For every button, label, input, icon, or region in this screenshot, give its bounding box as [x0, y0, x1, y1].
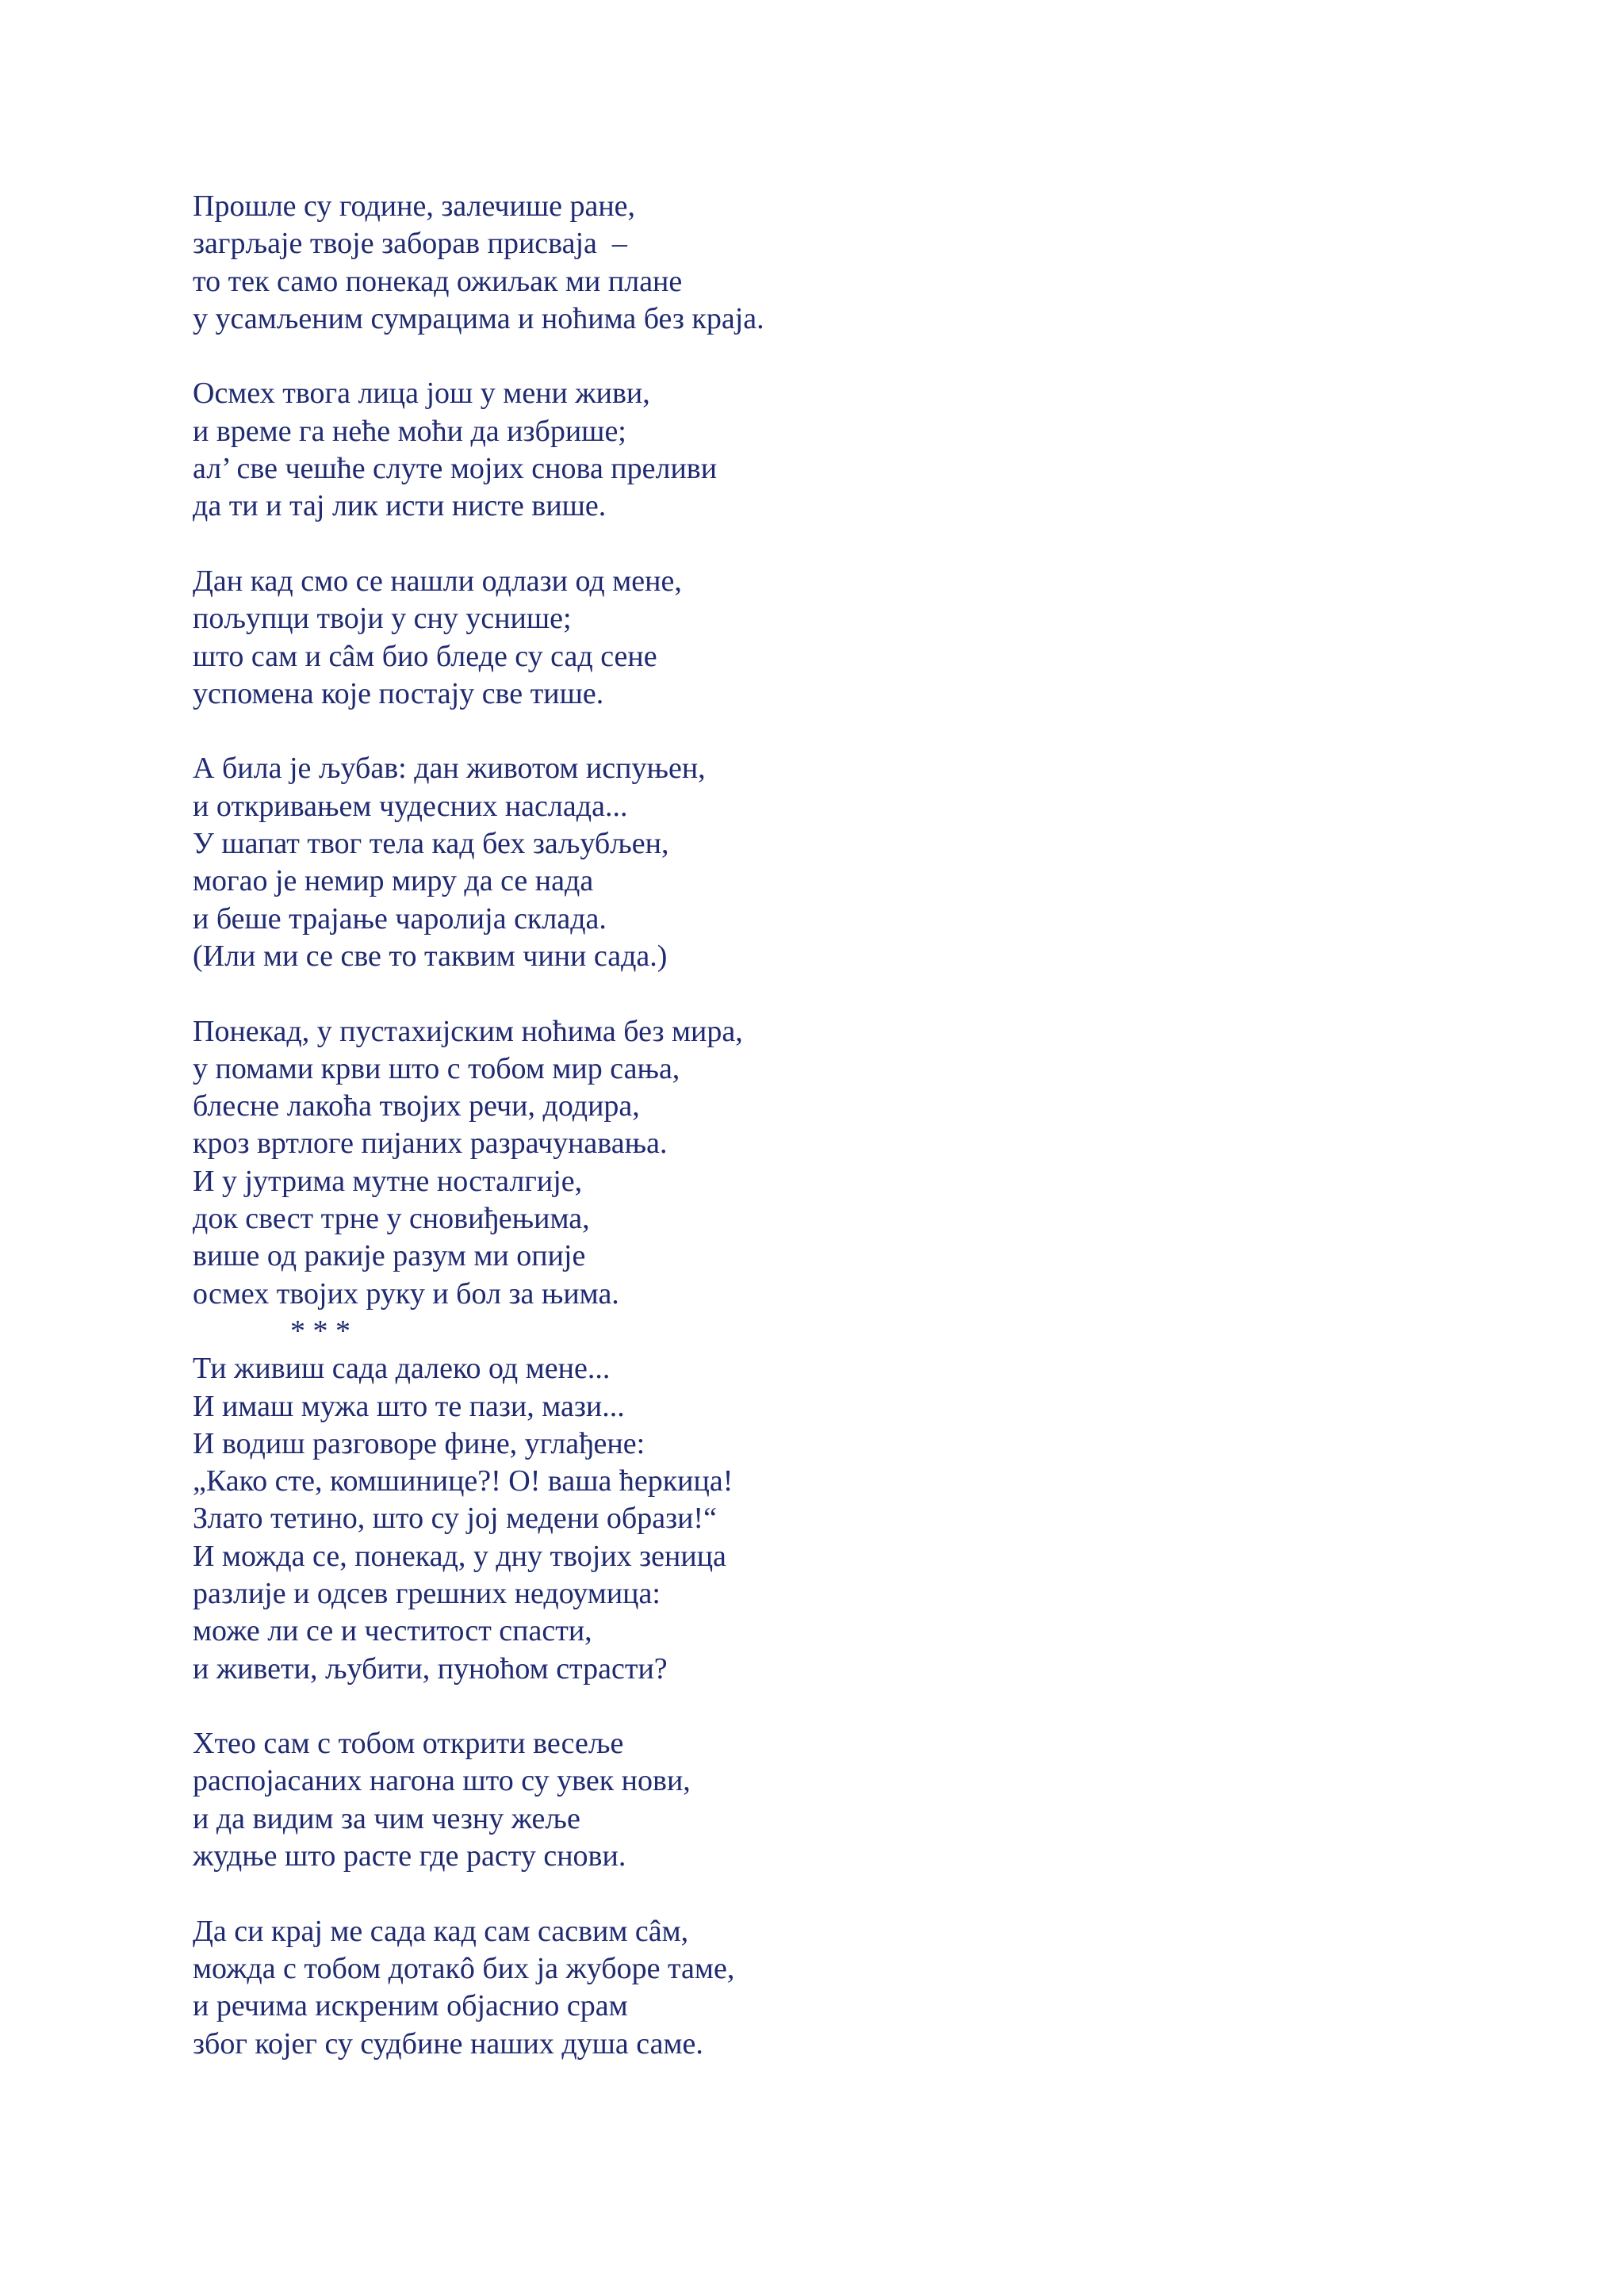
poem-line: И водиш разговоре фине, углађене:: [193, 1426, 645, 1460]
poem-line: загрљаје твоје заборав присваја –: [193, 227, 627, 261]
poem-line: и време га неће моћи да избрише;: [193, 414, 626, 448]
poem-line: може ли се и честитост спасти,: [193, 1614, 592, 1648]
stanza-6: [193, 1350, 1541, 1688]
poem: [193, 188, 1541, 2063]
poem-line: могао је немир миру да се нада: [193, 864, 594, 898]
poem-line: блесне лакоћа твојих речи, додира,: [193, 1089, 640, 1123]
poem-line: и беше трајање чаролија склада.: [193, 901, 607, 936]
poem-line: пољупци твоји у сну уснише;: [193, 602, 572, 636]
poem-line: Ти живиш сада далеко од мене...: [193, 1352, 611, 1386]
poem-line: успомена које постају све тише.: [193, 676, 604, 710]
poem-line: то тек само понекад ожиљак ми плане: [193, 264, 683, 298]
poem-line: због којег су судбине наших душа саме.: [193, 2026, 703, 2061]
stanza-4: [193, 750, 1541, 975]
poem-line: И можда се, понекад, у дну твојих зеница: [193, 1539, 726, 1573]
poem-line: у помами крви што с тобом мир сања,: [193, 1051, 680, 1085]
poem-line: разлије и одсев грешних недоумица:: [193, 1576, 661, 1610]
poem-line: и речима искреним објаснио срам: [193, 1989, 628, 2023]
poem-line: можда с тобом дотакô бих ја жуборе таме,: [193, 1951, 735, 1985]
poem-line: А била је љубав: дан животом испуњен,: [193, 752, 706, 786]
poem-line: ал’ све чешће слуте мојих снова преливи: [193, 452, 718, 486]
poem-line: жудње што расте где расту снови.: [193, 1839, 626, 1873]
poem-line: Злато тетино, што су јој медени образи!“: [193, 1502, 717, 1536]
poem-line: И у јутрима мутне носталгије,: [193, 1164, 583, 1198]
poem-line: осмех твојих руку и бол за њима.: [193, 1276, 619, 1311]
poem-line: и живети, љубити, пуноћом страсти?: [193, 1651, 668, 1686]
stanza-8: [193, 1913, 1541, 2063]
stanza-7: [193, 1725, 1541, 1875]
poem-line: више од ракије разум ми опије: [193, 1239, 586, 1273]
poem-line: У шапат твог тела кад бех заљубљен,: [193, 827, 669, 861]
poem-line: Дан кад смо се нашли одлази од мене,: [193, 564, 682, 598]
poem-line: Осмех твога лица још у мени живи,: [193, 377, 650, 411]
poem-line: што сам и сâм био бледе су сад сене: [193, 639, 657, 673]
poem-line: „Како сте, комшинице?! О! ваша ћеркица!: [193, 1464, 733, 1498]
poem-line: Прошле су године, залечише ране,: [193, 189, 636, 223]
poem-line: И имаш мужа што те пази, мази...: [193, 1389, 625, 1423]
stanza-2: [193, 375, 1541, 525]
poem-line: док свест трне у сновиђењима,: [193, 1202, 590, 1236]
poem-line: и да видим за чим чезну жеље: [193, 1801, 580, 1835]
poem-line: Понекад, у пустахијским ноћима без мира,: [193, 1014, 743, 1048]
poem-line: распојасаних нагона што су увек нови,: [193, 1764, 691, 1798]
poem-line: у усамљеним сумрацима и ноћима без краја.: [193, 301, 764, 335]
stanza-5: [193, 1013, 1541, 1313]
poem-line: Хтео сам с тобом открити весеље: [193, 1727, 624, 1761]
poem-line: Да си крај ме сада кад сам сасвим сâм,: [193, 1914, 689, 1948]
poem-line: (Или ми се све то таквим чини сада.): [193, 939, 668, 973]
poem-line: кроз вртлоге пијаних разрачунавања.: [193, 1127, 668, 1161]
poem-line: да ти и тај лик исти нисте више.: [193, 489, 607, 523]
stanza-1: [193, 188, 1541, 338]
section-divider: * * *: [290, 1314, 350, 1348]
stanza-3: [193, 563, 1541, 713]
poem-line: и откривањем чудесних наслада...: [193, 789, 628, 823]
